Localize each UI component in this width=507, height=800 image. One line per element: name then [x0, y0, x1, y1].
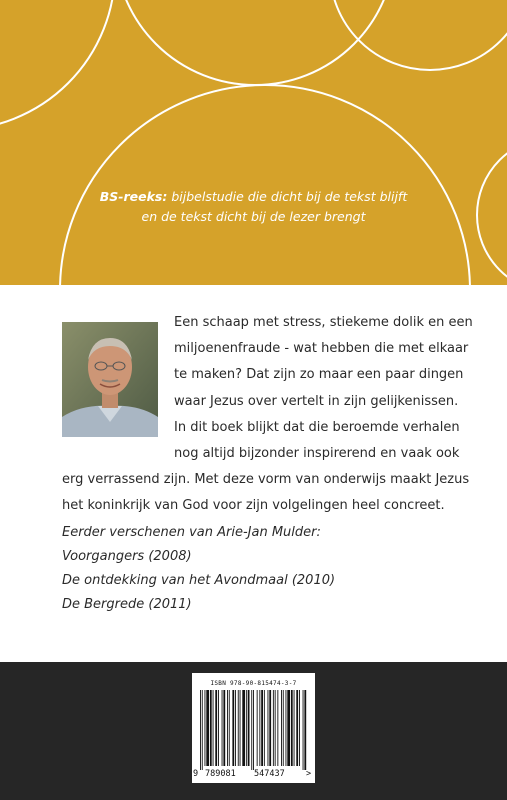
blurb-line: In dit boek blijkt dat die beroemde verhalen	[174, 419, 460, 435]
barcode-end-mark: >	[306, 769, 312, 779]
series-tagline-line2	[0, 207, 507, 227]
series-banner	[0, 0, 507, 285]
barcode-group-right: 547437	[254, 769, 285, 779]
barcode-first-digit: 9	[193, 769, 199, 779]
isbn-number: ISBN 978-90-815474-3-7	[210, 680, 297, 687]
blurb-line: waar Jezus over vertelt in zijn gelijkenissen.	[174, 393, 459, 409]
blurb-line: erg verrassend zijn. Met deze vorm van onderwijs maakt Jezus	[62, 472, 470, 488]
decorative-circles	[0, 0, 507, 285]
blurb-line: te maken? Dat zijn zo maar een paar dingen	[174, 367, 464, 383]
blurb-line: nog altijd bijzonder inspirerend en vaak ook	[174, 445, 460, 461]
barcode-group-left: 789081	[205, 769, 236, 779]
previous-works-heading: Eerder verschenen van Arie-Jan Mulder:	[62, 525, 321, 540]
series-description-2: en de tekst dicht bij de lezer brengt	[141, 209, 366, 224]
previous-works	[62, 521, 462, 617]
barcode-bars	[200, 690, 307, 770]
footer-band	[0, 662, 507, 800]
content-area	[0, 285, 507, 662]
previous-work-item: Voorgangers (2008)	[62, 549, 192, 564]
blurb-line: het koninkrijk van God voor zijn volgelingen heel concreet.	[62, 498, 445, 514]
previous-work-item: De ontdekking van het Avondmaal (2010)	[62, 573, 336, 588]
series-description-1: bijbelstudie die dicht bij de tekst blijft	[171, 189, 408, 204]
previous-work-item: De Bergrede (2011)	[62, 597, 192, 612]
isbn-barcode	[192, 673, 315, 783]
blurb-line: Een schaap met stress, stiekeme dolik en een	[174, 315, 473, 330]
blurb-line: miljoenenfraude - wat hebben die met elkaar	[174, 341, 469, 357]
series-tagline-line1	[0, 187, 507, 207]
book-blurb	[62, 310, 473, 520]
series-label: BS-reeks:	[99, 189, 168, 204]
